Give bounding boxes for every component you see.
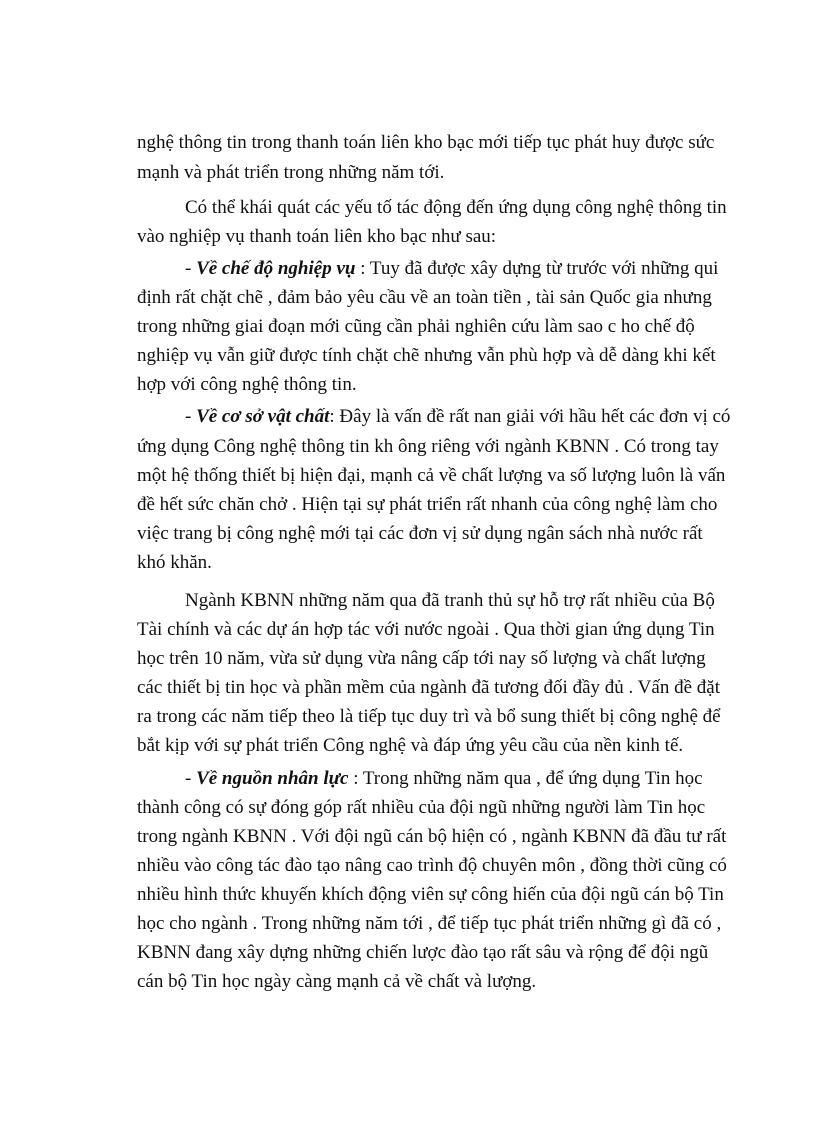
text-line: mạnh và phát triển trong những năm tới. xyxy=(137,162,445,183)
list-dash: - xyxy=(185,258,197,279)
text-line: KBNN đang xây dựng những chiến lược đào tạo rất sâu và rộng để đội ngũ xyxy=(137,942,709,963)
text-line xyxy=(185,259,718,278)
text-line: ứng dụng Công nghệ thông tin kh ông riêng với ngành KBNN . Có trong tay xyxy=(137,436,719,457)
list-dash: - xyxy=(185,406,197,427)
text-line: thành công có sự đóng góp rất nhiều của đội ngũ những người làm Tin học xyxy=(137,797,706,818)
list-dash: - xyxy=(185,768,197,789)
text-line: khó khăn. xyxy=(137,552,212,573)
text-line: một hệ thống thiết bị hiện đại, mạnh cả về chất lượng va số lượng luôn là vấn xyxy=(137,465,726,486)
text-line: việc trang bị công nghệ mới tại các đơn vị sử dụng ngân sách nhà nước rất xyxy=(137,523,703,544)
section-heading: Về nguồn nhân lực xyxy=(196,768,349,789)
section-heading: Về cơ sở vật chất xyxy=(196,406,330,427)
text-run: : Tuy đã được xây dựng từ trước với những qui xyxy=(355,258,719,279)
text-line: vào nghiệp vụ thanh toán liên kho bạc như sau: xyxy=(137,226,497,247)
text-run: : Đây là vấn đề rất nan giải với hầu hết các đơn vị có xyxy=(329,406,731,427)
text-line: học cho ngành . Trong những năm tới , để tiếp tục phát triển những gì đã có , xyxy=(137,913,722,934)
text-line: nhiều vào công tác đào tạo nâng cao trình độ chuyên môn , đồng thời cũng có xyxy=(137,855,727,876)
text-line: trong ngành KBNN . Với đội ngũ cán bộ hiện có , ngành KBNN đã đầu tư rất xyxy=(137,826,727,847)
text-line: Tài chính và các dự án hợp tác với nước ngoài . Qua thời gian ứng dụng Tin xyxy=(137,619,715,640)
text-line: học trên 10 năm, vừa sử dụng vừa nâng cấp tới nay số lượng và chất lượng xyxy=(137,648,706,669)
text-line xyxy=(185,769,703,788)
text-line: nhiều hình thức khuyến khích động viên sự công hiến của đội ngũ cán bộ Tin xyxy=(137,884,724,905)
text-line: trong những giai đoạn mới cũng cần phải nghiên cứu làm sao c ho chế độ xyxy=(137,316,695,337)
text-line: nghiệp vụ vẫn giữ được tính chặt chẽ nhưng vẫn phù hợp và dễ dàng khi kết xyxy=(137,345,716,366)
text-line: hợp với công nghệ thông tin. xyxy=(137,374,357,395)
text-line: Ngành KBNN những năm qua đã tranh thủ sự hỗ trợ rất nhiều của Bộ xyxy=(185,590,715,611)
section-heading: Về chế độ nghiệp vụ xyxy=(196,258,356,279)
text-line: Có thể khái quát các yếu tố tác động đến ứng dụng công nghệ thông tin xyxy=(185,197,727,218)
text-line: đề hết sức chăn chở . Hiện tại sự phát triển rất nhanh của công nghệ làm cho xyxy=(137,494,718,515)
text-line: bắt kịp với sự phát triển Công nghệ và đáp ứng yêu cầu của nền kinh tế. xyxy=(137,735,684,756)
text-line: định rất chặt chẽ , đảm bảo yêu cầu về an toàn tiền , tài sản Quốc gia nhưng xyxy=(137,287,712,308)
text-run: : Trong những năm qua , để ứng dụng Tin học xyxy=(348,768,703,789)
text-line: ra trong các năm tiếp theo là tiếp tục duy trì và bổ sung thiết bị công nghệ để xyxy=(137,706,721,727)
text-line xyxy=(185,407,730,426)
text-line: các thiết bị tin học và phần mềm của ngành đã tương đối đầy đủ . Vấn đề đặt xyxy=(137,677,720,698)
text-line: cán bộ Tin học ngày càng mạnh cả về chất và lượng. xyxy=(137,971,537,992)
text-line: nghệ thông tin trong thanh toán liên kho bạc mới tiếp tục phát huy được sức xyxy=(137,132,715,153)
